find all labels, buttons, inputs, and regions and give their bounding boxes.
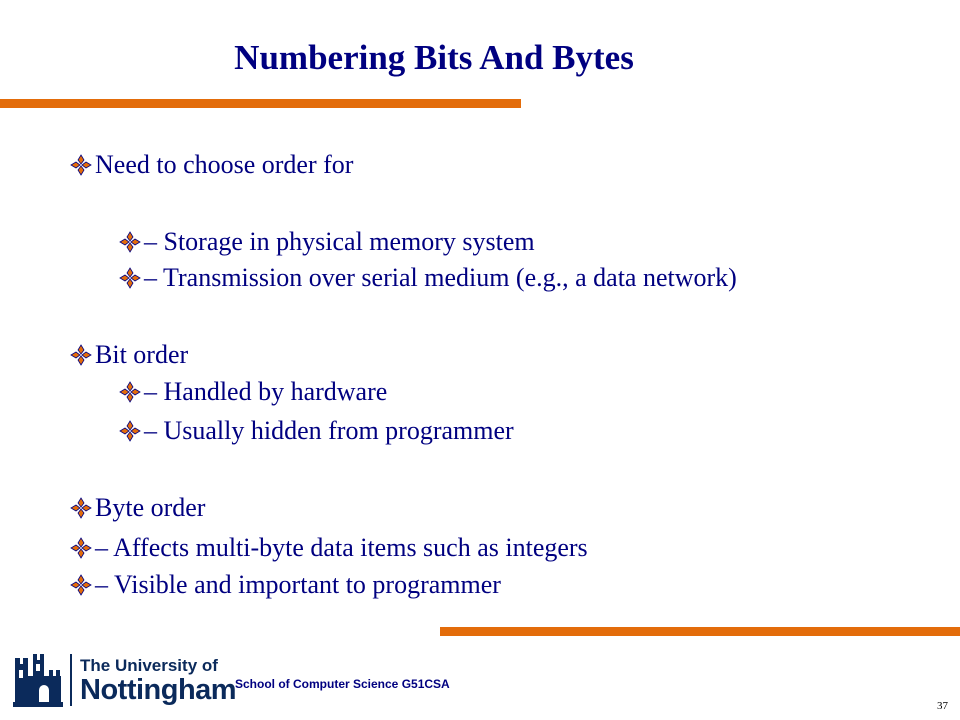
bullet-item bbox=[69, 535, 588, 561]
logo-line2: Nottingham bbox=[80, 674, 237, 706]
bullet-text: – Usually hidden from programmer bbox=[144, 416, 514, 445]
page-number: 37 bbox=[937, 700, 948, 712]
diamond-bullet-icon bbox=[69, 574, 93, 596]
diamond-bullet-icon bbox=[69, 497, 93, 519]
bullet-item bbox=[69, 152, 353, 178]
bullet-text: Byte order bbox=[95, 493, 206, 522]
bullet-item bbox=[69, 342, 188, 368]
diamond-bullet-icon bbox=[118, 420, 142, 442]
bullet-text: – Storage in physical memory system bbox=[144, 227, 535, 256]
castle-crest-icon bbox=[13, 652, 63, 713]
diamond-bullet-icon bbox=[69, 154, 93, 176]
bullet-text: Bit order bbox=[95, 340, 189, 369]
bullet-item bbox=[69, 572, 501, 598]
logo-divider bbox=[70, 654, 72, 706]
bullet-item bbox=[118, 265, 737, 291]
slide-title: Numbering Bits And Bytes bbox=[234, 38, 634, 77]
diamond-bullet-icon bbox=[69, 344, 93, 366]
bullet-text: – Handled by hardware bbox=[144, 377, 388, 406]
bullet-item bbox=[118, 229, 535, 255]
logo-line1: The University of bbox=[80, 656, 218, 675]
bullet-text: Need to choose order for bbox=[95, 150, 354, 179]
university-logo bbox=[13, 652, 237, 708]
bullet-text: – Affects multi-byte data items such as integers bbox=[95, 533, 588, 562]
diamond-bullet-icon bbox=[118, 267, 142, 289]
bullet-text: – Visible and important to programmer bbox=[95, 570, 501, 599]
bullet-item bbox=[69, 495, 205, 521]
diamond-bullet-icon bbox=[118, 381, 142, 403]
footer-text: School of Computer Science G51CSA bbox=[235, 677, 450, 691]
bottom-rule bbox=[440, 627, 960, 636]
diamond-bullet-icon bbox=[118, 231, 142, 253]
bullet-item bbox=[118, 418, 514, 444]
bullet-item bbox=[118, 379, 387, 405]
bullet-text: – Transmission over serial medium (e.g., a data network) bbox=[144, 263, 737, 292]
diamond-bullet-icon bbox=[69, 537, 93, 559]
